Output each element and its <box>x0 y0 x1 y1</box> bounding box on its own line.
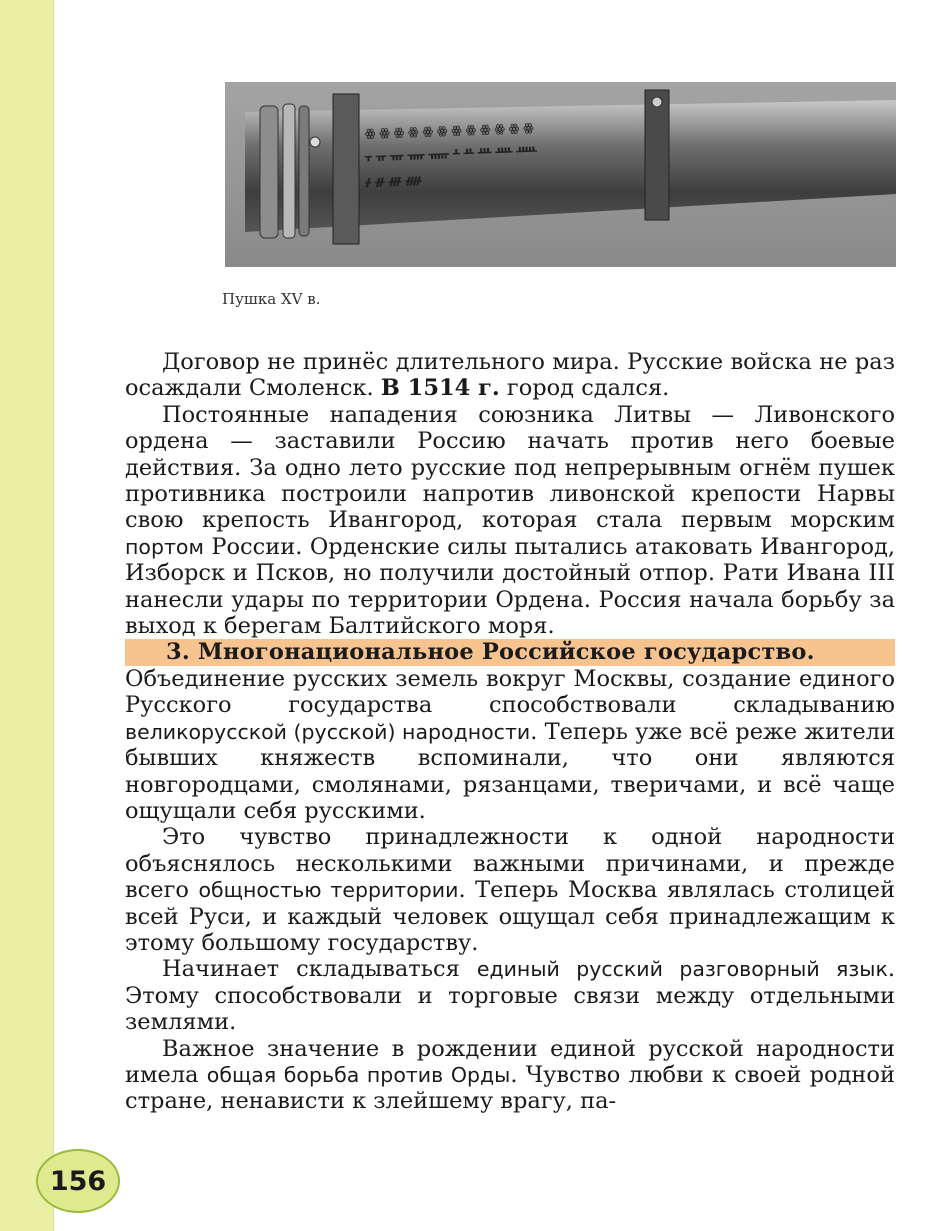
margin-strip <box>0 0 54 1231</box>
text-run: город сдался. <box>499 375 670 402</box>
paragraph <box>125 1036 895 1115</box>
body-text <box>125 349 895 1115</box>
text-run: . Теперь уже всё реже жители бывших княжеств вспоминали, что они являются новгородцами, смолянами, рязанцами, тверичами, и всё чаще ощущали себя русскими. <box>125 718 895 824</box>
term-emphasis: великорусской (русской) народности <box>125 719 531 744</box>
section-heading: 3. Многонациональное Российское государство. <box>125 639 895 665</box>
text-run: . Теперь Москва являлась столицей всей Руси, и каждый человек ощущал себя принадлежащим к этому большому государству. <box>125 877 895 956</box>
text-run: России. Орденские силы пытались атаковать Ивангород, Изборск и Псков, но получили достойный отпор. Рати Ивана III нанесли удары по территории Ордена. Россия начала борьбу за выход к берегам Балтийского моря. <box>125 533 895 640</box>
date-emphasis: В 1514 г. <box>380 375 500 402</box>
paragraph <box>125 402 895 640</box>
term-emphasis: единый русский разговорный язык <box>476 957 888 982</box>
figure-caption: Пушка XV в. <box>222 290 321 308</box>
term-emphasis: общностью территории <box>198 878 459 903</box>
svg-text:ᚁ ᚂ ᚃ ᚄ ᚅ ᚆ ᚇ ᚈ ᚉ ᚊ: ᚁ ᚂ ᚃ ᚄ ᚅ ᚆ ᚇ ᚈ ᚉ ᚊ <box>364 143 538 163</box>
paragraph <box>125 824 895 956</box>
text-run: . Этому способствовали и торговые связи между отдельными землями. <box>125 956 895 1036</box>
text-run: Важное значение в рождении единой русской народности имела <box>125 1035 895 1088</box>
text-run: Постоянные нападения союзника Литвы — Ливонского ордена — заставили Россию начать против него боевые действия. За одно лето русские под непрерывным огнём пушек противника построили напротив ливонской крепости Нарвы свою крепость Ивангород, которая стала первым морским <box>125 401 895 534</box>
paragraph <box>125 349 895 402</box>
svg-text:ꙮ ꙮ ꙮ ꙮ ꙮ ꙮ ꙮ ꙮ ꙮ ꙮ ꙮ ꙮ: ꙮ ꙮ ꙮ ꙮ ꙮ ꙮ ꙮ ꙮ ꙮ ꙮ ꙮ ꙮ <box>364 121 534 140</box>
text-run: Начинает складываться <box>162 956 477 983</box>
paragraph <box>125 666 895 824</box>
text-run: Это чувство принадлежности к одной народности объяснялось несколькими важными причинами, и прежде всего <box>125 824 895 904</box>
paragraph <box>125 956 895 1035</box>
text-run: Договор не принёс длительного мира. Русские войска не раз осаждали Смоленск. <box>125 349 895 402</box>
term-emphasis: портом <box>125 534 204 559</box>
text-run: Объединение русских земель вокруг Москвы, создание единого Русского государства способствовали складыванию <box>125 665 895 719</box>
text-run: . Чувство любви к своей родной стране, ненависти к злейшему врагу, па- <box>125 1061 895 1115</box>
svg-text:ᚋ ᚌ ᚍ ᚎ: ᚋ ᚌ ᚍ ᚎ <box>364 174 422 189</box>
term-emphasis: общая борьба против Орды <box>206 1062 511 1087</box>
page-number: 156 <box>36 1149 120 1213</box>
cannon-photo <box>225 82 896 267</box>
